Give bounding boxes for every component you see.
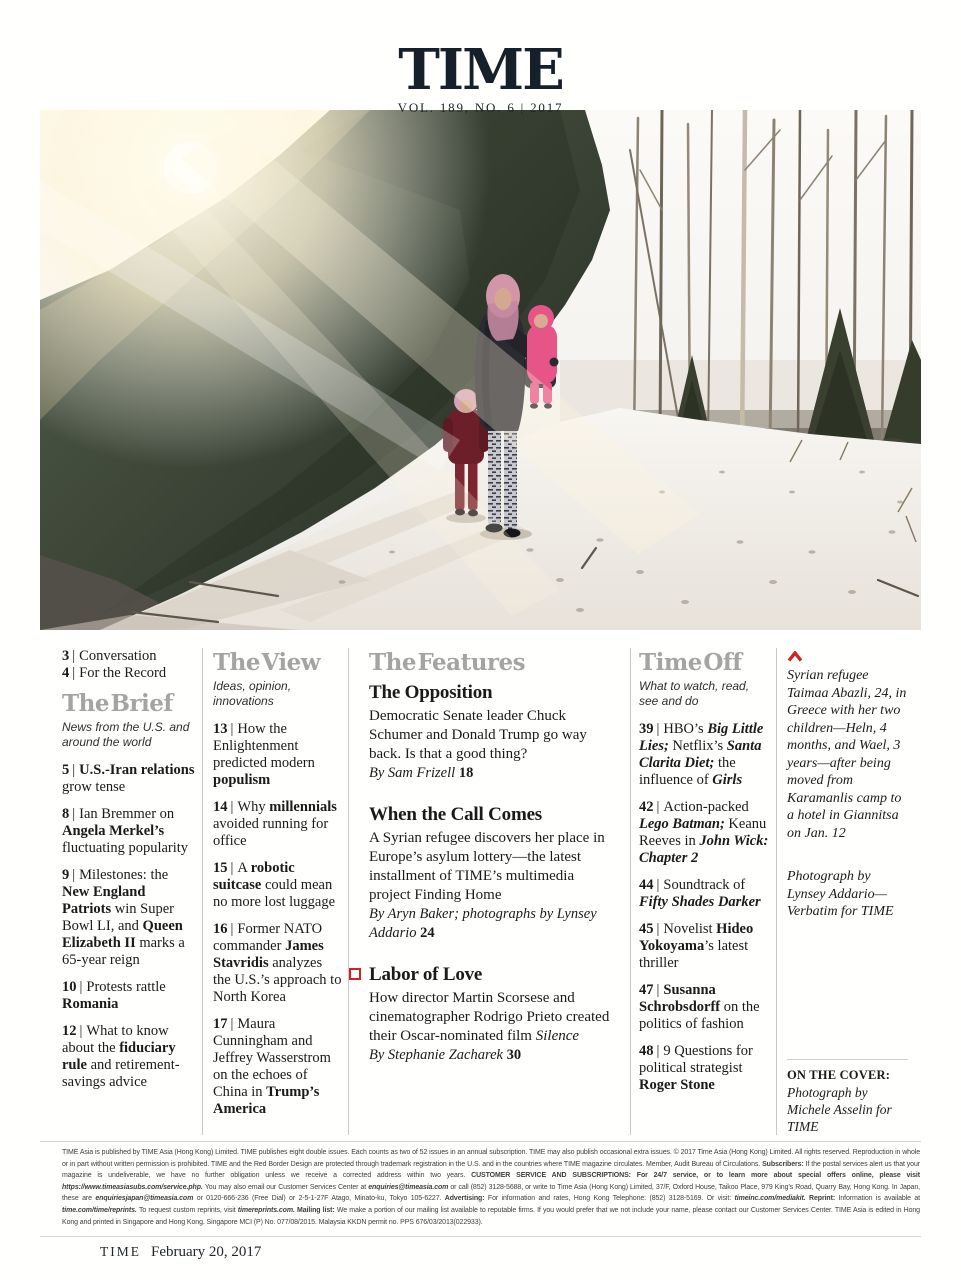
text-segment: U.S.-Iran relations (79, 762, 195, 778)
text-segment: or 0120-666-236 (Free Dial) or 2-5-1-27F Atago, Minato-ku, Tokyo 105-6227. (196, 1195, 445, 1203)
text-segment: on the politics of fashion (639, 999, 760, 1032)
feature-summary (369, 707, 618, 764)
page-number: 4 (62, 665, 70, 681)
toc-item (639, 1043, 770, 1094)
text-segment: Susanna Schrobsdorff (639, 982, 721, 1015)
text-segment: Queen Elizabeth II (62, 918, 183, 951)
page-number: 14 (213, 799, 228, 815)
text-segment: Mailing list: (297, 1206, 337, 1214)
cover-label: ON THE COVER: (787, 1068, 891, 1082)
red-square-marker-icon (349, 968, 361, 980)
toc-item (213, 1016, 342, 1118)
text-segment: robotic suitcase (213, 860, 295, 893)
text-segment: Roger Stone (639, 1077, 715, 1093)
text-segment: 9 Questions for political strategist (639, 1043, 753, 1076)
divider (40, 1236, 921, 1237)
chevron-up-icon (787, 650, 908, 661)
page-number: 13 (213, 721, 228, 737)
feature-item (369, 682, 618, 783)
feature-summary (369, 829, 618, 905)
text-segment: By Sam Frizell (369, 765, 459, 781)
toc-item (639, 721, 770, 789)
text-segment: We make a portion of our mailing list available to reputable firms. If you would prefer that we not include your name, please contact our Customer Services Center. TIME Asia is edited in Hong Kong and printed in Singapore and Hong Kong. Singapore MCI (P) No. 077/08/2015. Malaysia KKDN permit no. PPS 676/03/2013(022933). (62, 1206, 920, 1226)
toc-item (639, 921, 770, 972)
separator: | (656, 799, 660, 815)
text-segment: avoided running for office (213, 816, 329, 849)
page-number: 10 (62, 979, 77, 995)
text-segment: Reprint: (809, 1195, 839, 1203)
section-header-features: The Features (369, 649, 526, 676)
text-segment: Milestones: the (79, 867, 169, 883)
feature-item (369, 804, 618, 943)
feature-title: Labor of Love (369, 964, 483, 985)
section-header-view: The View (213, 649, 321, 676)
separator: | (72, 665, 76, 681)
text-segment: analyzes the U.S.’s approach to North Korea (213, 955, 342, 1005)
page-number: 47 (639, 982, 654, 998)
separator: | (72, 762, 76, 778)
text-segment: Former NATO commander (213, 921, 323, 954)
separator: | (79, 979, 83, 995)
text-segment: A (237, 860, 251, 876)
text-segment: enquiriesjapan@timeasia.com (95, 1195, 197, 1203)
features-list (369, 682, 618, 1065)
separator: | (72, 806, 76, 822)
masthead (0, 37, 961, 116)
text-segment: 18 (458, 765, 474, 781)
text-segment: If the postal services alert us that your magazine is undeliverable, we have no further obligation unless we receive a corrected address within two years. (62, 1160, 920, 1180)
text-segment: 30 (506, 1047, 522, 1063)
toc-item (62, 1023, 196, 1091)
separator: | (79, 1023, 83, 1039)
text-segment: How director Martin Scorsese and cinematographer Rodrigo Prieto created their Oscar-nominated film (369, 990, 610, 1044)
text-segment: timereprints.com. (237, 1206, 298, 1214)
separator: | (656, 921, 660, 937)
text-segment: millennials (269, 799, 337, 815)
front-items-list (62, 648, 196, 682)
text-segment: Information is available at (838, 1195, 920, 1203)
footer-brand: TIME (100, 1244, 141, 1259)
text-segment: win Super Bowl LI, and (62, 901, 174, 934)
photo-credit: Photograph by Lynsey Addario—Verbatim for TIME (787, 869, 894, 919)
photo-caption: Syrian refugee Taimaa Abazli, 24, in Greece with her two children—Heln, 4 months, and Wael, 3 years—after being moved from Karamanlis camp to a hotel in Giannitsa on Jan. 12 (787, 668, 907, 841)
text-segment: grow tense (62, 779, 126, 795)
separator: | (72, 867, 76, 883)
separator: | (656, 1043, 660, 1059)
toc-item (62, 867, 196, 969)
text-segment: timeinc.com/mediakit. (734, 1195, 810, 1203)
column-the-brief (62, 648, 203, 1135)
column-time-off (631, 648, 777, 1135)
separator: | (230, 1016, 234, 1032)
feature-summary (369, 989, 618, 1046)
toc-item (62, 806, 196, 857)
feature-title: The Opposition (369, 682, 493, 703)
feature-title: When the Call Comes (369, 804, 542, 825)
page-number: 42 (639, 799, 654, 815)
toc-item (213, 721, 342, 789)
text-segment: enquiries@timeasia.com (368, 1183, 451, 1191)
text-segment: Novelist (663, 921, 717, 937)
time-logo: TIME (398, 37, 563, 103)
snow-scene-illustration (40, 110, 921, 630)
toc-item (62, 979, 196, 1013)
text-segment: 24 (420, 925, 435, 941)
cover-credit: Photograph by Michele Asselin for TIME (787, 1085, 892, 1134)
text-segment: Trump’s America (213, 1084, 320, 1117)
view-items-list (213, 721, 342, 1118)
text-segment: could mean no more lost luggage (213, 877, 336, 910)
text-segment: ’s latest thriller (639, 938, 749, 971)
toc-item (62, 762, 196, 796)
page-number: 8 (62, 806, 70, 822)
page-number: 44 (639, 877, 654, 893)
page-number: 39 (639, 721, 654, 737)
toc-item (213, 921, 342, 1006)
text-segment: Action-packed (663, 799, 749, 815)
separator: | (72, 648, 76, 664)
text-segment: Democratic Senate leader Chuck Schumer and Donald Trump go way back. Is that a good thing? (369, 708, 587, 762)
text-segment: time.com/time/reprints. (62, 1206, 139, 1214)
text-segment: How the Enlightenment predicted modern (213, 721, 315, 771)
text-segment: Keanu Reeves in (639, 816, 767, 849)
text-segment: Lego Batman; (639, 816, 725, 832)
section-subtitle-timeoff: What to watch, read, see and do (639, 679, 750, 708)
column-the-view (203, 648, 349, 1135)
cover-photo (40, 110, 921, 630)
section-header-brief: The Brief (62, 690, 173, 717)
text-segment: Silence (535, 1028, 580, 1044)
text-segment: Big Little Lies; (639, 721, 764, 754)
text-segment: John Wick: Chapter 2 (639, 833, 769, 866)
on-the-cover (787, 1059, 908, 1135)
text-segment: and retirement-savings advice (62, 1057, 180, 1090)
text-segment: For the Record (79, 665, 167, 681)
table-of-contents (62, 648, 920, 1135)
text-segment: Conversation (79, 648, 157, 664)
separator: | (656, 721, 660, 737)
text-segment: the influence of (639, 755, 736, 788)
feature-item (369, 964, 618, 1065)
text-segment: James Stavridis (213, 938, 324, 971)
page-number: 16 (213, 921, 228, 937)
text-segment: https://www.timeasiasubs.com/service.php. (62, 1183, 205, 1191)
separator: | (230, 921, 234, 937)
text-segment: Why (237, 799, 270, 815)
feature-byline (369, 1046, 618, 1065)
text-segment: CUSTOMER SERVICE AND SUBSCRIPTIONS: For 24/7 service, or to learn more about special offers online, please visit (471, 1172, 921, 1180)
separator: | (656, 982, 660, 998)
text-segment: You may also email our Customer Services Center at (204, 1183, 369, 1191)
text-segment: What to know about the (62, 1023, 169, 1056)
text-segment: To request custom reprints, visit (138, 1206, 238, 1214)
separator: | (656, 877, 660, 893)
timeoff-items-list (639, 721, 770, 1094)
toc-item (62, 648, 196, 665)
brief-items-list (62, 762, 196, 1091)
page-footer (100, 1244, 261, 1261)
section-subtitle-view: Ideas, opinion, innovations (213, 679, 292, 708)
text-segment: Netflix’s (668, 738, 727, 754)
toc-item (62, 665, 196, 682)
text-segment: Advertising: (444, 1195, 488, 1203)
text-segment: Subscribers: (762, 1160, 806, 1168)
text-segment: marks a 65-year reign (62, 935, 185, 968)
page-number: 45 (639, 921, 654, 937)
page-number: 9 (62, 867, 70, 883)
text-segment: By Aryn Baker; photographs by Lynsey Addario (369, 906, 597, 941)
column-the-features (349, 648, 631, 1135)
separator: | (230, 860, 234, 876)
text-segment: Soundtrack of (663, 877, 746, 893)
page-number: 15 (213, 860, 228, 876)
text-segment: TIME Asia is published by TIME Asia (Hong Kong) Limited. TIME publishes eight double issues. Each counts as two of 52 issues in an annual subscription. TIME may also publish occasional extra issues. © 2017 Time Asia (Hong Kong) Limited. All rights reserved. Reproduction in whole or in part without written permission is prohibited. TIME and the Red Border Design are protected through trademark registration in the U.S. and in the countries where TIME magazine circulates. Member, Audit Bureau of Circulations. (62, 1149, 920, 1168)
legal-fine-print (62, 1147, 920, 1228)
text-segment: Fifty Shades Darker (639, 894, 761, 910)
toc-item (639, 982, 770, 1033)
separator: | (230, 721, 234, 737)
text-segment: Girls (712, 772, 743, 788)
text-segment: Hideo Yokoyama (639, 921, 754, 954)
toc-item (639, 877, 770, 911)
text-segment: fiduciary rule (62, 1040, 176, 1073)
text-segment: For information and rates, Hong Kong Telephone: (852) 3128-5169. Or visit: (487, 1195, 735, 1203)
text-segment: fluctuating popularity (62, 840, 189, 856)
footer-date: February 20, 2017 (151, 1244, 262, 1260)
separator: | (230, 799, 234, 815)
feature-byline (369, 905, 618, 943)
text-segment: populism (213, 772, 271, 788)
column-photo-caption (777, 648, 908, 1135)
text-segment: New England Patriots (62, 884, 146, 917)
text-segment: HBO’s (663, 721, 708, 737)
toc-item (213, 799, 342, 850)
text-segment: Ian Bremmer on (79, 806, 175, 822)
divider (40, 1141, 921, 1142)
section-header-timeoff: Time Off (639, 649, 742, 676)
toc-item (213, 860, 342, 911)
toc-item (639, 799, 770, 867)
text-segment: Maura Cunningham and Jeffrey Wasserstrom on the echoes of China in (213, 1016, 331, 1100)
page-number: 5 (62, 762, 70, 778)
feature-byline (369, 764, 618, 783)
page-number: 12 (62, 1023, 77, 1039)
section-subtitle-brief: News from the U.S. and around the world (62, 720, 190, 749)
page-number: 48 (639, 1043, 654, 1059)
text-segment: A Syrian refugee discovers her place in Europe’s asylum lottery—the latest installment of TIME’s multimedia project Finding Home (369, 830, 605, 903)
text-segment: By Stephanie Zacharek (369, 1047, 507, 1063)
issue-line: VOL. 189, NO. 6 | 2017 (397, 100, 564, 115)
text-segment: Angela Merkel’s (62, 823, 165, 839)
text-segment: or call (852) 3128-5688, or write to Time Asia (Hong Kong) Limited, 37/F, Oxford House, Taikoo Place, 979 King’s Road, Quarry Bay, Hong Kong. In Japan, these are (62, 1183, 920, 1203)
text-segment: Protests rattle (86, 979, 166, 995)
page-number: 3 (62, 648, 70, 664)
text-segment: Romania (62, 996, 119, 1012)
text-segment: Santa Clarita Diet; (639, 738, 762, 771)
page-number: 17 (213, 1016, 228, 1032)
